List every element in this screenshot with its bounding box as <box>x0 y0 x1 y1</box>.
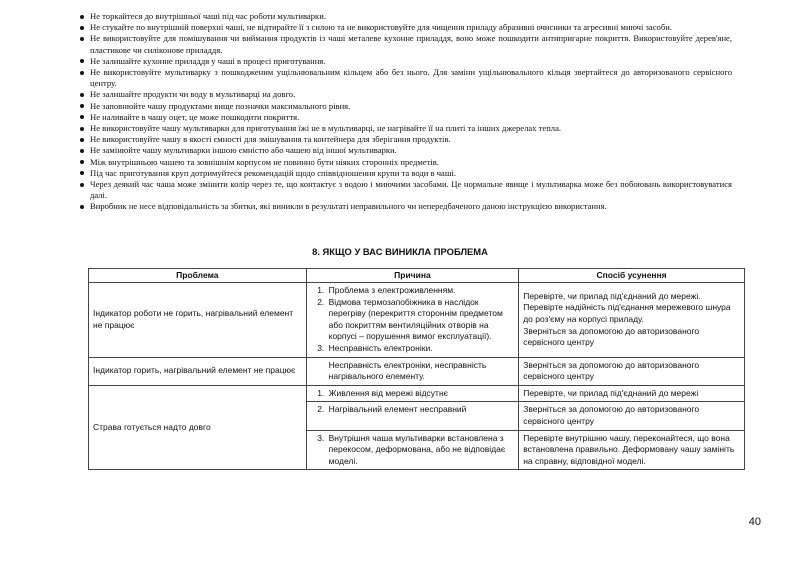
header-cause: Причина <box>306 269 519 283</box>
header-problem: Проблема <box>89 269 307 283</box>
solution-cell <box>519 283 745 358</box>
solution-line: Зверніться за допомогою до авторизованого сервісного центру <box>523 325 700 348</box>
table-row <box>89 385 745 402</box>
precautions-list <box>80 11 732 213</box>
page-number: 40 <box>748 516 761 528</box>
list-item: Не заповнюйте чашу продуктами вище позначки максимального рівня. <box>80 101 732 112</box>
list-item: Не залишайте кухонне приладдя у чаші в процесі приготування. <box>80 56 732 67</box>
troubleshooting-table <box>88 268 745 470</box>
cause-cell <box>306 402 519 430</box>
cause-item: 2. Відмова термозапобіжника в наслідок перегріву (перекриття стороннім предметом або покриттям вентиляційних отворів на корпусі – порушення вимог експлуатації). <box>327 297 515 343</box>
list-item: Не замінюйте чашу мультиварки іншою ємністю або чашею від іншої мультиварки. <box>80 145 732 156</box>
section-title: 8. ЯКЩО У ВАС ВИНИКЛА ПРОБЛЕМА <box>312 246 488 257</box>
problem-cell: Страва готується надто довго <box>89 385 307 470</box>
cause-item: 1. Живлення від мережі відсутнє <box>327 388 515 400</box>
cause-text: Несправність електроніки, несправність нагрівального елементу. <box>328 359 487 382</box>
cause-cell <box>306 385 519 402</box>
table-row <box>89 357 745 385</box>
solution-cell: Зверніться за допомогою до авторизованого сервісного центру <box>519 402 745 430</box>
cause-item: 3. Несправність електроніки. <box>327 343 515 355</box>
list-item: Через деякий час чаша може змінити колір через те, що контактує з водою і миючими засобами. Це нормальне явище і мультиварка може без побоювань використовуватися далі. <box>80 179 732 201</box>
cause-item: 1. Проблема з електроживленням. <box>327 285 515 297</box>
solution-line: Перевірте надійність під'єднання мережевого шнура до роз'єму на корпусі приладу. <box>523 302 731 324</box>
list-item: Під час приготування круп дотримуйтеся рекомендацій щодо співвідношення крупи та води в чаші. <box>80 168 732 179</box>
cause-cell <box>306 357 519 385</box>
list-item: Між внутрішньою чашею та зовнішнім корпусом не повинно бути ніяких сторонніх предметів. <box>80 157 732 168</box>
cause-list <box>311 433 515 468</box>
solution-cell: Перевірте, чи прилад під'єднаний до мережі <box>519 385 745 402</box>
solution-line: Перевірте, чи прилад під'єднаний до мережі. <box>523 290 701 301</box>
cause-cell <box>306 430 519 470</box>
cause-item: 3. Внутрішня чаша мультиварки встановлена з перекосом, деформована, або не відповідає моделі. <box>327 433 515 468</box>
problem-cell: Індикатор горить, нагрівальний елемент не працює <box>89 357 307 385</box>
list-item: Не торкайтеся до внутрішньої чаші під час роботи мультиварки. <box>80 11 732 22</box>
list-item: Не стукайте по внутрішній поверхні чаші, не відтирайте її з силою та не використовуйте для чищення приладу абразивні очисники та агресивні миючі засоби. <box>80 22 732 33</box>
cause-list <box>311 404 515 416</box>
cause-list <box>311 388 515 400</box>
table-header-row <box>89 269 745 283</box>
list-item: Не використовуйте мультиварку з пошкодженим ущільнювальним кільцем або без нього. Для заміни ущільнювального кільця звертайтеся до авторизованого сервісного центру. <box>80 67 732 89</box>
solution-cell: Зверніться за допомогою до авторизованого сервісного центру <box>519 357 745 385</box>
header-solution: Спосіб усунення <box>519 269 745 283</box>
list-item: Не використовуйте для помішування чи виймання продуктів із чаші металеве кухонне приладдя, воно може пошкодити антипригарне покриття. Використовуйте дерев'яне, пластикове чи силіконове приладдя. <box>80 33 732 55</box>
list-item: Виробник не несе відповідальність за збитки, які виникли в результаті неправильного чи непередбаченого даною інструкцією використання. <box>80 201 732 212</box>
list-item: Не наливайте в чашу оцет, це може пошкодити покриття. <box>80 112 732 123</box>
cause-item: 2. Нагрівальний елемент несправний <box>327 404 515 416</box>
cause-cell <box>306 283 519 358</box>
table-row <box>89 283 745 358</box>
list-item: Не використовуйте чашу в якості ємності для змішування та контейнера для зберігання продуктів. <box>80 134 732 145</box>
list-item: Не використовуйте чашу мультиварки для приготування їжі не в мультиварці, не нагрівайте її на плиті та інших джерелах тепла. <box>80 123 732 134</box>
cause-list <box>311 285 515 355</box>
solution-cell: Перевірте внутрішню чашу, переконайтеся, що вона встановлена правильно. Деформовану чашу замініть на справну, відповідної моделі. <box>519 430 745 470</box>
list-item: Не залишайте продукти чи воду в мультиварці на довго. <box>80 89 732 100</box>
problem-cell: Індикатор роботи не горить, нагрівальний елемент не працює <box>89 283 307 358</box>
